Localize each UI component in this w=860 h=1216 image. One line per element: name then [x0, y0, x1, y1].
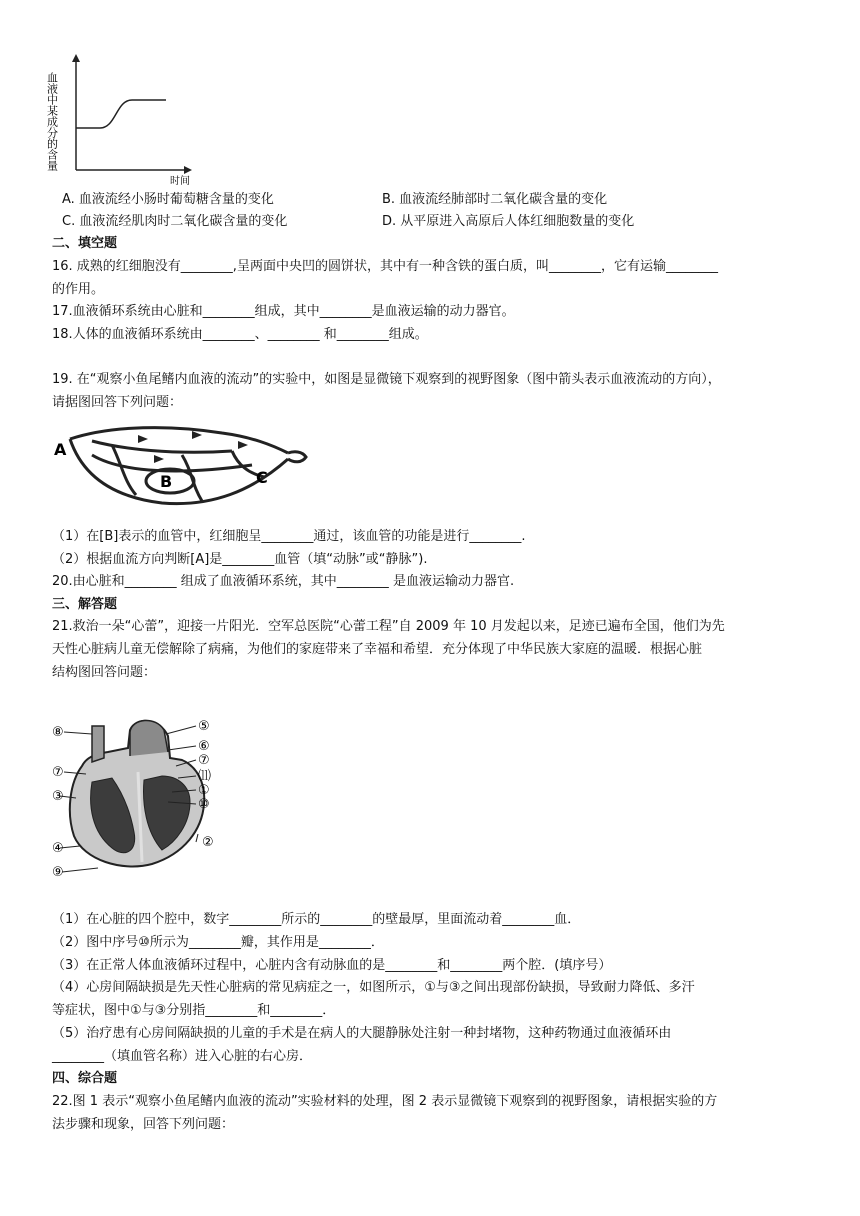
question-21-line3: 结构图回答问题： — [52, 665, 157, 680]
graph-xlabel: 时间 — [170, 176, 190, 187]
question-17: 17.血液循环系统由心脏和________组成，其中________是血液运输的动力器官。 — [52, 304, 515, 319]
question-21-line2: 天性心脏病儿童无偿解除了病痛，为他们的家庭带来了幸福和希望．充分体现了中华民族大家庭的温暖．根据心脏 — [52, 642, 703, 657]
question-19-line2: 请据图回答下列问题： — [52, 395, 183, 410]
heart-label-7-right: ⑦ — [198, 753, 210, 768]
content-curve — [76, 100, 166, 128]
question-21-3: （3）在正常人体血液循环过程中，心脏内含有动脉血的是________和________两个腔．(填序号） — [52, 958, 612, 973]
heart-label-2: ② — [202, 835, 214, 850]
x-axis-arrow — [184, 166, 192, 174]
heart-label-10: ⑩ — [198, 797, 210, 812]
heart-label-1: ① — [198, 783, 210, 798]
vena-cava — [92, 726, 104, 762]
heart-label-8: ⑧ — [52, 725, 64, 740]
option-c: C. 血液流经肌肉时二氧化碳含量的变化 — [62, 214, 288, 229]
y-axis-arrow — [72, 54, 80, 62]
heart-label-11: ⑾ — [198, 769, 212, 784]
content-graph — [45, 52, 198, 188]
aorta-arch — [130, 720, 168, 756]
option-d: D. 从平原进入高原后人体红细胞数量的变化 — [382, 214, 635, 229]
question-18: 18.人体的血液循环系统由________、________ 和________组成。 — [52, 327, 428, 342]
capillary-3 — [112, 445, 136, 495]
label-b: B — [160, 472, 173, 491]
heart-label-6: ⑥ — [198, 739, 210, 754]
question-21-1: （1）在心脏的四个腔中，数字________所示的________的壁最厚，里面流动着________血． — [52, 912, 581, 927]
question-20: 20.由心脏和________ 组成了血液循环系统，其中________ 是血液运输动力器官. — [52, 574, 515, 589]
label-c: C — [256, 468, 268, 487]
question-19-1: （1）在[B]表示的血管中，红细胞呈________通过，该血管的功能是进行________. — [52, 529, 526, 544]
vessel-c — [288, 452, 306, 462]
question-21-5-line2: ________（填血管名称）进入心脏的右心房． — [52, 1049, 313, 1064]
section-heading-fill: 二、填空题 — [52, 236, 118, 251]
question-16-line2: 的作用。 — [52, 282, 105, 297]
question-21-2: （2）图中序号⑩所示为________瓣，其作用是________． — [52, 935, 384, 950]
heart-label-3: ③ — [52, 789, 64, 804]
question-21-line1: 21.救治一朵“心蕾”，迎接一片阳光．空军总医院“心蕾工程”自 2009 年 10 月发起以来，足迹已遍布全国，他们为先 — [52, 619, 725, 634]
question-21-5-line1: （5）治疗患有心房间隔缺损的儿童的手术是在病人的大腿静脉处注射一种封堵物，这种药物通过血液循环由 — [52, 1026, 672, 1041]
flow-arrow-4 — [154, 455, 164, 463]
heart-label-9: ⑨ — [52, 865, 64, 880]
fish-vessel-diagram — [52, 415, 314, 515]
question-19-line1: 19. 在“观察小鱼尾鳍内血液的流动”的实验中，如图是显微镜下观察到的视野图象（图中箭头表示血液流动的方向）， — [52, 372, 721, 387]
option-b: B. 血液流经肺部时二氧化碳含量的变化 — [382, 192, 608, 207]
graph-ylabel: 血液中某成分的含量 — [45, 72, 59, 171]
vessel-a — [70, 428, 288, 453]
section-heading-comprehensive: 四、综合题 — [52, 1071, 118, 1086]
heart-label-5: ⑤ — [198, 719, 210, 734]
heart-label-7-left: ⑦ — [52, 765, 64, 780]
question-22-line1: 22.图 1 表示“观察小鱼尾鳍内血液的流动”实验材料的处理，图 2 表示显微镜下观察到的视野图象，请根据实验的方 — [52, 1094, 718, 1109]
heart-label-4: ④ — [52, 841, 64, 856]
heart-diagram — [52, 712, 222, 882]
flow-arrow-3 — [238, 441, 248, 449]
question-16-line1: 16. 成熟的红细胞没有________,呈两面中央凹的圆饼状，其中有一种含铁的蛋白质，叫________，它有运输________ — [52, 259, 718, 274]
question-22-line2: 法步骤和现象，回答下列问题： — [52, 1117, 235, 1132]
section-heading-answer: 三、解答题 — [52, 597, 118, 612]
flow-arrow-1 — [138, 435, 148, 443]
flow-arrow-2 — [192, 431, 202, 439]
option-a: A. 血液流经小肠时葡萄糖含量的变化 — [62, 192, 274, 207]
question-21-4-line2: 等症状，图中①与③分别指________和________． — [52, 1003, 336, 1018]
question-21-4-line1: （4）心房间隔缺损是先天性心脏病的常见病症之一，如图所示，①与③之间出现部份缺损，导致耐力降低、多汗 — [52, 980, 695, 995]
label-a: A — [54, 440, 67, 459]
question-19-2: （2）根据血流方向判断[A]是________血管（填“动脉”或“静脉”). — [52, 552, 428, 567]
